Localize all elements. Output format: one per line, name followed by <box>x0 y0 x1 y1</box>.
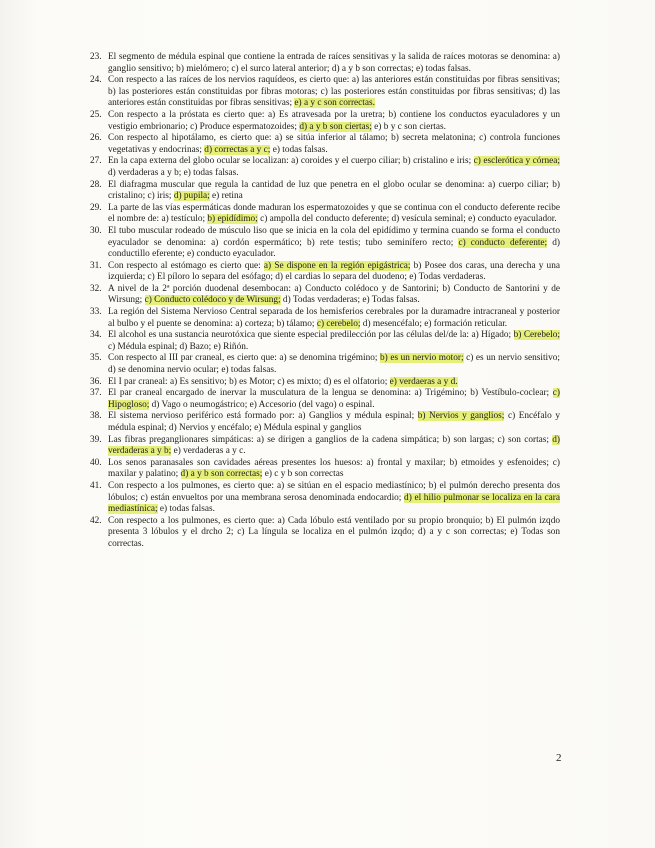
question-text-part: c) Encéfalo y médula espinal; d) Nervios y encéfalo; e) Médula espinal y ganglios <box>108 411 560 433</box>
question-text <box>108 516 560 551</box>
question-text-part: e) retina <box>209 191 243 202</box>
question-text <box>108 435 560 458</box>
question-number: 27. <box>90 156 102 167</box>
question-number: 23. <box>90 52 102 62</box>
question-text-part: La región del Sistema Nervioso Central separada de los hemisferios cerebrales por la duramadre intracraneal y posterior al bulbo y el puente se denomina: a) corteza; b) tálamo; <box>108 307 560 329</box>
question-item <box>90 307 560 330</box>
question-item <box>90 411 560 434</box>
question-text-part: El par craneal encargado de inervar la musculatura de la lengua se denomina: a) Trigémino; b) Vestíbulo-coclear; <box>108 388 553 399</box>
question-text <box>108 307 560 330</box>
question-number: 37. <box>90 388 102 399</box>
question-text-part: e) c y b son correctas <box>262 469 344 480</box>
question-text-part: El sistema nervioso periférico está formado por: a) Ganglios y médula espinal; <box>108 411 418 422</box>
highlighted-answer: d) pupila; <box>173 191 210 202</box>
question-number: 36. <box>90 376 102 387</box>
highlighted-answer: e) a y c son correctas. <box>294 98 375 109</box>
question-text-part: c) ampolla del conducto deferente; d) vesícula seminal; e) conducto eyaculador. <box>257 214 557 225</box>
question-item <box>90 435 560 458</box>
question-text <box>108 52 560 75</box>
question-number: 34. <box>90 330 102 341</box>
question-text-part: El diafragma muscular que regula la cantidad de luz que penetra en el globo ocular se denomina: a) cuerpo ciliar; b) cristalino; c) iris; <box>108 179 560 202</box>
question-item <box>90 133 560 156</box>
question-item <box>90 377 560 389</box>
question-text-part: Con respecto a las raíces de los nervios raquídeos, es cierto que: a) las anteriores están constituidas por fibras sensitivas; b) las posteriores están constituidas por fibras motoras; c) las posteriores están constituidas por fibras sensitivas; d) las anteriores están constituidas por fibras sensitivas; <box>108 75 560 109</box>
highlighted-answer: d) verdaderas a y b; <box>108 434 560 457</box>
question-item <box>90 261 560 284</box>
highlighted-answer: d) a y b son ciertas; <box>299 121 372 132</box>
question-text <box>108 226 560 261</box>
question-item <box>90 203 560 226</box>
question-text-part: Con respecto al estómago es cierto que: <box>108 260 264 271</box>
question-text-part: e) b y c son ciertas. <box>371 121 446 132</box>
question-text <box>108 203 560 226</box>
highlighted-answer: a) Se dispone en la región epigástrica; <box>263 260 411 271</box>
question-text-part: Con respecto a la próstata es cierto que: a) Es atravesada por la uretra; b) contiene los conductos eyaculadores y un vestigio embrionario; c) Produce espermatozoides; <box>108 109 560 132</box>
highlighted-answer: b) Cerebelo; <box>513 330 560 341</box>
question-number: 26. <box>90 133 102 144</box>
question-text <box>108 75 560 110</box>
question-text-part: Con respecto al hipotálamo, es cierto que: a) se sitúa inferior al tálamo; b) secreta melatonina; c) controla funciones vegetativas y endocrinas; <box>108 133 560 155</box>
question-number: 42. <box>90 515 102 526</box>
highlighted-answer: b) epidídimo; <box>207 214 258 225</box>
question-text <box>108 458 560 481</box>
question-text-part: A nivel de la 2ª porción duodenal desembocan: a) Conducto colédoco y de Santorini; b) Conducto de Santorini y de Wirsung; <box>108 283 560 306</box>
question-text <box>108 284 560 307</box>
question-text-part: c) es un nervio sensitivo; d) se denomina nervio ocular; e) todas falsas. <box>108 353 561 376</box>
question-text-part: e) todas falsas. <box>157 504 215 515</box>
page-number: 2 <box>556 752 562 764</box>
question-item <box>90 52 560 75</box>
question-number: 40. <box>90 457 102 468</box>
question-item <box>90 180 560 203</box>
question-text <box>108 133 560 156</box>
question-text-part: Las fibras preganglionares simpáticas: a) se dirigen a ganglios de la cadena simpática; b) son largas; c) son cortas; <box>108 434 553 445</box>
highlighted-answer: b) es un nervio motor; <box>380 353 464 364</box>
question-text <box>108 353 560 376</box>
question-number: 35. <box>90 353 102 364</box>
question-item <box>90 110 560 133</box>
question-item <box>90 353 560 376</box>
question-text-part: El tubo muscular rodeado de músculo liso que se inicia en la cola del epidídimo y termina cuando se forma el conducto eyaculador se denomina: a) cordón espermático; b) rete testis; tubo seminífero recto; <box>108 225 560 248</box>
question-text-part: b) Posee dos caras, una derecha y una izquierda; c) El píloro lo separa del esófago; d) el cardias lo separa del duodeno; e) Todas verdaderas. <box>108 260 560 283</box>
highlighted-answer: d) a y b son correctas; <box>180 469 263 480</box>
question-text-part: d) mesencéfalo; e) formación reticular. <box>360 318 508 329</box>
highlighted-answer: b) Nervios y ganglios; <box>417 411 505 422</box>
question-text-part: e) todas falsas. <box>270 144 328 155</box>
question-text <box>108 481 560 516</box>
highlighted-answer: c) esclerótica y córnea; <box>473 156 561 167</box>
question-text-part: El I par craneal: a) Es sensitivo; b) es Motor; c) es mixto; d) es el olfatorio; <box>108 376 390 387</box>
question-text <box>108 377 560 389</box>
question-number: 38. <box>90 411 102 422</box>
question-number: 39. <box>90 434 102 445</box>
question-text <box>108 388 560 411</box>
question-item <box>90 330 560 353</box>
highlighted-answer: c) Conducto colédoco y de Wirsung; <box>144 295 281 306</box>
question-item <box>90 226 560 261</box>
highlighted-answer: e) verdaeras a y d. <box>389 376 458 387</box>
question-number: 29. <box>90 202 102 213</box>
question-item <box>90 458 560 481</box>
question-text-part: d) conductillo eferente; e) conducto eyaculador. <box>108 237 560 260</box>
question-text-part: d) Todas verdaderas; e) Todas falsas. <box>280 295 420 306</box>
question-list <box>90 52 560 551</box>
question-item <box>90 516 560 551</box>
highlighted-answer: c) conducto deferente; <box>458 237 548 248</box>
question-number: 32. <box>90 283 102 294</box>
question-text-part: Con respecto al III par craneal, es cierto que: a) se denomina trigémino; <box>108 353 381 364</box>
question-number: 33. <box>90 307 102 318</box>
highlighted-answer: c) cerebelo; <box>316 318 361 329</box>
question-number: 28. <box>90 179 102 190</box>
question-text-part: d) verdaderas a y b; e) todas falsas. <box>108 167 239 178</box>
question-text <box>108 330 560 353</box>
question-text <box>108 110 560 133</box>
question-text-part: El alcohol es una sustancia neurotóxica que siente especial predilección por las células del/de la: a) Hígado; <box>108 330 514 341</box>
question-number: 30. <box>90 225 102 236</box>
question-number: 31. <box>90 260 102 271</box>
question-text-part: c) Médula espinal; d) Bazo; e) Riñón. <box>108 341 249 352</box>
highlighted-answer: d) correctas a y c; <box>204 144 271 155</box>
question-text-part: Con respecto a los pulmones, es cierto que: a) Cada lóbulo está ventilado por su propio bronquio; b) El pulmón izqdo presenta 3 lóbulos y el drcho 2; c) La língula se localiza en el pulmón izqdo; d) a y c son correctas; e) Todas son correctas. <box>108 515 560 549</box>
highlighted-answer: c) Hipogloso; <box>108 388 560 410</box>
question-item <box>90 388 560 411</box>
question-text-part: Con respecto a los pulmones, es cierto que: a) se sitúan en el espacio mediastínico; b) el pulmón derecho presenta dos lóbulos; c) están envueltos por una membrana serosa denominada endocardio; <box>108 480 560 503</box>
question-item <box>90 481 560 516</box>
question-text-part: Los senos paranasales son cavidades aéreas presentes los huesos: a) frontal y maxilar; b) etmoides y esfenoides; c) maxilar y palatino; <box>108 457 560 480</box>
question-number: 24. <box>90 75 102 86</box>
question-item <box>90 75 560 110</box>
question-text-part: En la capa externa del globo ocular se localizan: a) coroides y el cuerpo ciliar; b) cristalino e iris; <box>108 156 474 167</box>
question-item <box>90 156 560 179</box>
question-text-part: e) verdaderas a y c. <box>171 446 246 457</box>
highlighted-answer: d) el hilio pulmonar se localiza en la cara mediastínica; <box>108 492 560 515</box>
question-number: 25. <box>90 109 102 120</box>
question-text <box>108 411 560 434</box>
question-item <box>90 284 560 307</box>
question-text-part: d) Vago o neumogástrico; e) Accesorio (del vago) o espinal. <box>149 399 375 410</box>
question-number: 41. <box>90 480 102 491</box>
question-text-part: El segmento de médula espinal que contiene la entrada de raíces sensitivas y la salida de raíces motoras se denomina: a) ganglio sensitivo; b) mielómero; c) el surco lateral anterior; d) a y b son correctas; e) todas falsas. <box>108 52 560 74</box>
question-text-part: La parte de las vías espermáticas donde maduran los espermatozoides y que se continua con el conducto deferente recibe el nombre de: a) testículo; <box>108 202 560 225</box>
question-text <box>108 180 560 203</box>
question-text <box>108 261 560 284</box>
question-text <box>108 156 560 179</box>
